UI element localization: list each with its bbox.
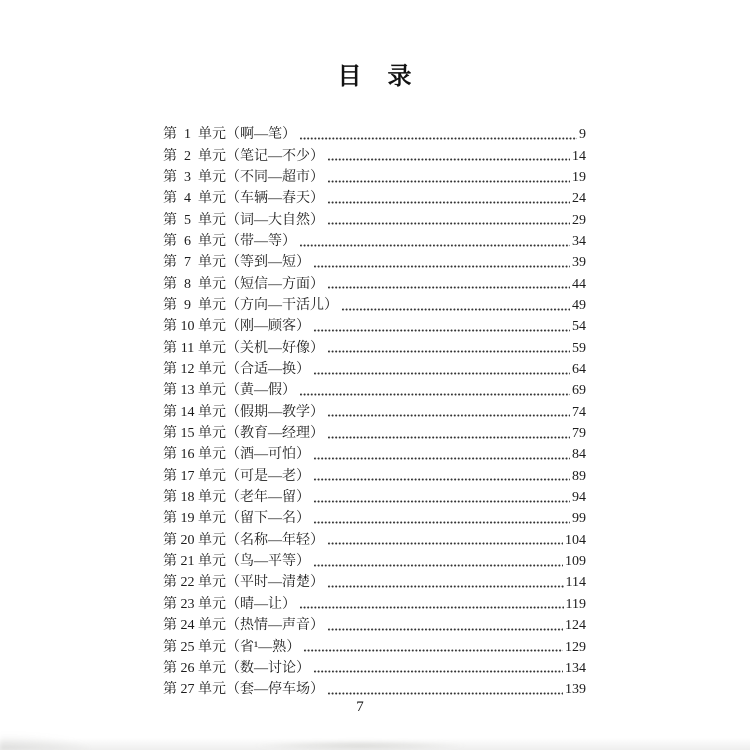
toc-entry-suffix: 单元 xyxy=(198,468,226,484)
toc-entry-suffix: 单元 xyxy=(198,511,226,527)
dotted-leader xyxy=(314,521,570,524)
toc-entry-num: 25 xyxy=(180,639,195,655)
toc-entry-num: 16 xyxy=(180,447,195,463)
toc-entry-label xyxy=(163,682,324,698)
dotted-leader xyxy=(328,350,570,353)
toc-entry-label xyxy=(163,554,310,570)
toc-entry-range: （鸟—平等） xyxy=(226,554,310,570)
page-title: 目 录 xyxy=(337,64,413,90)
toc-entry-prefix: 第 xyxy=(163,639,177,655)
toc-entry-range: （假期—教学） xyxy=(226,404,324,420)
toc-entry-prefix: 第 xyxy=(163,233,177,249)
toc-entry-range: （名称—年轻） xyxy=(226,532,324,548)
toc-entry-suffix: 单元 xyxy=(198,340,226,356)
dotted-leader xyxy=(342,308,570,311)
toc-entry-num: 4 xyxy=(184,191,191,207)
page-number: 7 xyxy=(356,699,364,715)
toc-entry-prefix: 第 xyxy=(163,212,177,228)
toc-entry-suffix: 单元 xyxy=(198,298,226,313)
toc-entry-num: 15 xyxy=(180,426,195,442)
toc-entry-num: 19 xyxy=(180,511,195,527)
toc-entry-page: 39 xyxy=(572,255,586,271)
toc-entry-label xyxy=(163,149,324,165)
toc-entry-range: （晴—让） xyxy=(226,596,296,612)
toc-entry xyxy=(163,378,586,399)
toc-entry xyxy=(163,677,586,698)
dotted-leader xyxy=(314,500,570,503)
toc-entry-label xyxy=(163,618,324,634)
toc-entry-range: （黄—假） xyxy=(226,383,296,399)
toc-entry-num: 9 xyxy=(184,298,191,313)
toc-entry-suffix: 单元 xyxy=(198,191,226,207)
toc-entry-suffix: 单元 xyxy=(198,212,226,228)
toc-entry xyxy=(163,207,586,228)
toc-entry-label xyxy=(163,319,310,335)
toc-entry-page: 89 xyxy=(572,468,586,484)
toc-entry-range: （合适—换） xyxy=(226,362,310,378)
toc-list xyxy=(163,122,586,698)
toc-entry-num: 5 xyxy=(184,212,191,228)
toc-entry-range: （啊—笔） xyxy=(226,127,296,143)
toc-entry-prefix: 第 xyxy=(163,319,177,335)
toc-entry-prefix: 第 xyxy=(163,575,177,591)
toc-entry xyxy=(163,656,586,677)
toc-entry-suffix: 单元 xyxy=(198,575,226,591)
toc-entry xyxy=(163,250,586,271)
dotted-leader xyxy=(328,414,570,417)
scan-bottom-edge xyxy=(0,738,750,750)
toc-entry-page: 119 xyxy=(565,596,586,612)
toc-entry-suffix: 单元 xyxy=(198,276,226,292)
toc-entry-label xyxy=(163,298,338,314)
toc-entry-suffix: 单元 xyxy=(198,447,226,463)
dotted-leader xyxy=(314,564,563,567)
toc-entry-label xyxy=(163,213,324,229)
toc-entry-range: （套—停车场） xyxy=(226,682,324,698)
toc-entry-num: 24 xyxy=(180,618,195,634)
toc-entry-num: 8 xyxy=(184,276,191,292)
toc-entry xyxy=(163,357,586,378)
toc-entry-label xyxy=(163,426,324,442)
toc-entry-page: 44 xyxy=(572,276,586,292)
toc-entry-prefix: 第 xyxy=(163,298,177,313)
toc-entry-label xyxy=(163,640,300,656)
toc-entry-range: （关机—好像） xyxy=(226,340,324,356)
toc-entry-suffix: 单元 xyxy=(198,319,226,335)
toc-entry-num: 1 xyxy=(184,127,191,143)
toc-entry-page: 134 xyxy=(565,660,586,676)
toc-entry xyxy=(163,186,586,207)
toc-entry-num: 3 xyxy=(184,169,191,185)
toc-entry-range: （平时—清楚） xyxy=(226,575,324,591)
scan-smudge xyxy=(250,741,470,750)
toc-entry-range: （方向—干活儿） xyxy=(226,298,338,313)
toc-entry-num: 27 xyxy=(180,682,195,698)
toc-entry-label xyxy=(163,405,324,421)
toc-entry-label xyxy=(163,341,324,357)
toc-entry xyxy=(163,634,586,655)
toc-entry-range: （留下—名） xyxy=(226,511,310,527)
toc-entry-label xyxy=(163,575,324,591)
toc-entry xyxy=(163,528,586,549)
toc-entry xyxy=(163,143,586,164)
toc-entry-page: 124 xyxy=(565,618,586,634)
toc-entry xyxy=(163,293,586,314)
dotted-leader xyxy=(314,670,563,673)
toc-entry xyxy=(163,506,586,527)
toc-entry-page: 84 xyxy=(572,447,586,463)
toc-entry-page: 54 xyxy=(572,319,586,335)
toc-entry-prefix: 第 xyxy=(163,340,177,356)
toc-entry-num: 10 xyxy=(180,319,195,335)
toc-entry xyxy=(163,570,586,591)
dotted-leader xyxy=(300,137,577,140)
toc-entry-num: 14 xyxy=(180,404,195,420)
toc-entry-suffix: 单元 xyxy=(198,255,226,271)
toc-entry-prefix: 第 xyxy=(163,255,177,271)
toc-entry xyxy=(163,399,586,420)
toc-entry-label xyxy=(163,597,296,613)
toc-entry-label xyxy=(163,661,310,677)
toc-entry-suffix: 单元 xyxy=(198,404,226,420)
toc-entry-prefix: 第 xyxy=(163,362,177,378)
toc-entry-prefix: 第 xyxy=(163,127,177,143)
toc-entry-suffix: 单元 xyxy=(198,233,226,249)
toc-entry xyxy=(163,229,586,250)
toc-entry xyxy=(163,613,586,634)
toc-entry-prefix: 第 xyxy=(163,660,177,676)
toc-entry xyxy=(163,549,586,570)
dotted-leader xyxy=(304,649,563,652)
toc-entry-page: 99 xyxy=(572,511,586,527)
toc-entry-label xyxy=(163,469,310,485)
dotted-leader xyxy=(328,201,570,204)
dotted-leader xyxy=(300,606,564,609)
toc-entry-label xyxy=(163,511,310,527)
toc-entry xyxy=(163,442,586,463)
toc-entry-label xyxy=(163,533,324,549)
toc-entry-prefix: 第 xyxy=(163,468,177,484)
toc-entry-page: 94 xyxy=(572,490,586,506)
toc-entry-page: 59 xyxy=(572,340,586,356)
toc-entry-page: 109 xyxy=(565,554,586,570)
toc-entry-suffix: 单元 xyxy=(198,383,226,399)
toc-entry-page: 74 xyxy=(572,404,586,420)
toc-entry xyxy=(163,592,586,613)
toc-entry-suffix: 单元 xyxy=(198,639,226,655)
toc-entry-label xyxy=(163,255,310,271)
toc-entry-num: 12 xyxy=(180,362,195,378)
toc-entry-range: （带—等） xyxy=(226,233,296,249)
dotted-leader xyxy=(314,457,570,460)
toc-entry-suffix: 单元 xyxy=(198,127,226,143)
toc-entry-page: 139 xyxy=(565,682,586,698)
toc-entry-num: 21 xyxy=(180,554,195,570)
toc-entry xyxy=(163,165,586,186)
toc-entry-label xyxy=(163,191,324,207)
toc-entry xyxy=(163,335,586,356)
toc-entry-range: （刚—顾客） xyxy=(226,319,310,335)
dotted-leader xyxy=(328,158,570,161)
toc-entry-prefix: 第 xyxy=(163,426,177,442)
dotted-leader xyxy=(314,478,570,481)
toc-entry-range: （酒—可怕） xyxy=(226,447,310,463)
toc-entry-num: 2 xyxy=(184,148,191,164)
toc-entry-prefix: 第 xyxy=(163,191,177,207)
toc-entry xyxy=(163,122,586,143)
toc-entry-range: （短信—方面） xyxy=(226,276,324,292)
toc-entry-label xyxy=(163,383,296,399)
toc-entry-range: （可是—老） xyxy=(226,468,310,484)
toc-entry xyxy=(163,271,586,292)
toc-entry-page: 79 xyxy=(572,426,586,442)
toc-entry-prefix: 第 xyxy=(163,404,177,420)
toc-entry-range: （教育—经理） xyxy=(226,426,324,442)
toc-entry-suffix: 单元 xyxy=(198,682,226,698)
toc-entry-suffix: 单元 xyxy=(198,426,226,442)
dotted-leader xyxy=(314,265,570,268)
toc-entry-range: （数—讨论） xyxy=(226,660,310,676)
toc-entry-num: 17 xyxy=(180,468,195,484)
toc-entry-num: 20 xyxy=(180,532,195,548)
dotted-leader xyxy=(328,286,570,289)
toc-entry-prefix: 第 xyxy=(163,618,177,634)
toc-entry-page: 64 xyxy=(572,362,586,378)
dotted-leader xyxy=(300,244,570,247)
toc-entry-page: 129 xyxy=(565,639,586,655)
toc-entry-range: （热情—声音） xyxy=(226,618,324,634)
toc-entry-page: 19 xyxy=(572,169,586,185)
toc-entry-page: 24 xyxy=(572,191,586,207)
toc-entry-num: 13 xyxy=(180,383,195,399)
toc-entry-num: 6 xyxy=(184,233,191,249)
scan-corner-shadow xyxy=(0,734,90,750)
toc-entry-prefix: 第 xyxy=(163,532,177,548)
toc-entry xyxy=(163,464,586,485)
dotted-leader xyxy=(328,542,563,545)
toc-entry-num: 22 xyxy=(180,575,195,591)
toc-entry-range: （省¹—熟） xyxy=(226,639,301,655)
dotted-leader xyxy=(314,329,570,332)
toc-entry-suffix: 单元 xyxy=(198,554,226,570)
toc-entry-page: 9 xyxy=(579,127,586,143)
toc-entry xyxy=(163,314,586,335)
toc-entry-suffix: 单元 xyxy=(198,660,226,676)
toc-entry-page: 14 xyxy=(572,148,586,164)
toc-entry-suffix: 单元 xyxy=(198,532,226,548)
toc-entry-page: 34 xyxy=(572,233,586,249)
toc-entry-num: 11 xyxy=(180,340,195,356)
dotted-leader xyxy=(314,372,570,375)
toc-entry-range: （词—大自然） xyxy=(226,212,324,228)
toc-entry-suffix: 单元 xyxy=(198,596,226,612)
toc-entry-prefix: 第 xyxy=(163,383,177,399)
dotted-leader xyxy=(328,222,570,225)
toc-entry-label xyxy=(163,447,310,463)
toc-entry-label xyxy=(163,362,310,378)
toc-entry-prefix: 第 xyxy=(163,490,177,506)
toc-entry-page: 69 xyxy=(572,383,586,399)
toc-entry-prefix: 第 xyxy=(163,276,177,292)
toc-entry-prefix: 第 xyxy=(163,511,177,527)
toc-entry-num: 26 xyxy=(180,660,195,676)
toc-entry-range: （不同—超市） xyxy=(226,169,324,185)
toc-entry-page: 49 xyxy=(572,298,586,313)
toc-entry-num: 18 xyxy=(180,490,195,506)
toc-entry-suffix: 单元 xyxy=(198,169,226,185)
toc-entry-range: （笔记—不少） xyxy=(226,148,324,164)
toc-entry-label xyxy=(163,490,310,506)
toc-entry-page: 29 xyxy=(572,212,586,228)
toc-entry-page: 104 xyxy=(565,532,586,548)
toc-entry-num: 23 xyxy=(180,596,195,612)
toc-entry-suffix: 单元 xyxy=(198,618,226,634)
toc-entry-suffix: 单元 xyxy=(198,490,226,506)
dotted-leader xyxy=(328,180,570,183)
dotted-leader xyxy=(300,393,570,396)
toc-entry xyxy=(163,421,586,442)
toc-entry xyxy=(163,485,586,506)
toc-entry-suffix: 单元 xyxy=(198,148,226,164)
toc-entry-range: （老年—留） xyxy=(226,490,310,506)
dotted-leader xyxy=(328,585,564,588)
toc-entry-label xyxy=(163,127,296,143)
toc-entry-label xyxy=(163,234,296,250)
toc-entry-label xyxy=(163,277,324,293)
dotted-leader xyxy=(328,628,563,631)
toc-entry-range: （等到—短） xyxy=(226,255,310,271)
toc-entry-prefix: 第 xyxy=(163,554,177,570)
toc-entry-prefix: 第 xyxy=(163,148,177,164)
dotted-leader xyxy=(328,436,570,439)
toc-entry-range: （车辆—春天） xyxy=(226,191,324,207)
toc-entry-prefix: 第 xyxy=(163,447,177,463)
dotted-leader xyxy=(328,692,563,695)
toc-entry-prefix: 第 xyxy=(163,169,177,185)
toc-entry-label xyxy=(163,170,324,186)
toc-entry-page: 114 xyxy=(565,575,586,591)
toc-entry-prefix: 第 xyxy=(163,596,177,612)
toc-entry-suffix: 单元 xyxy=(198,362,226,378)
toc-entry-num: 7 xyxy=(184,255,191,271)
toc-entry-prefix: 第 xyxy=(163,682,177,698)
